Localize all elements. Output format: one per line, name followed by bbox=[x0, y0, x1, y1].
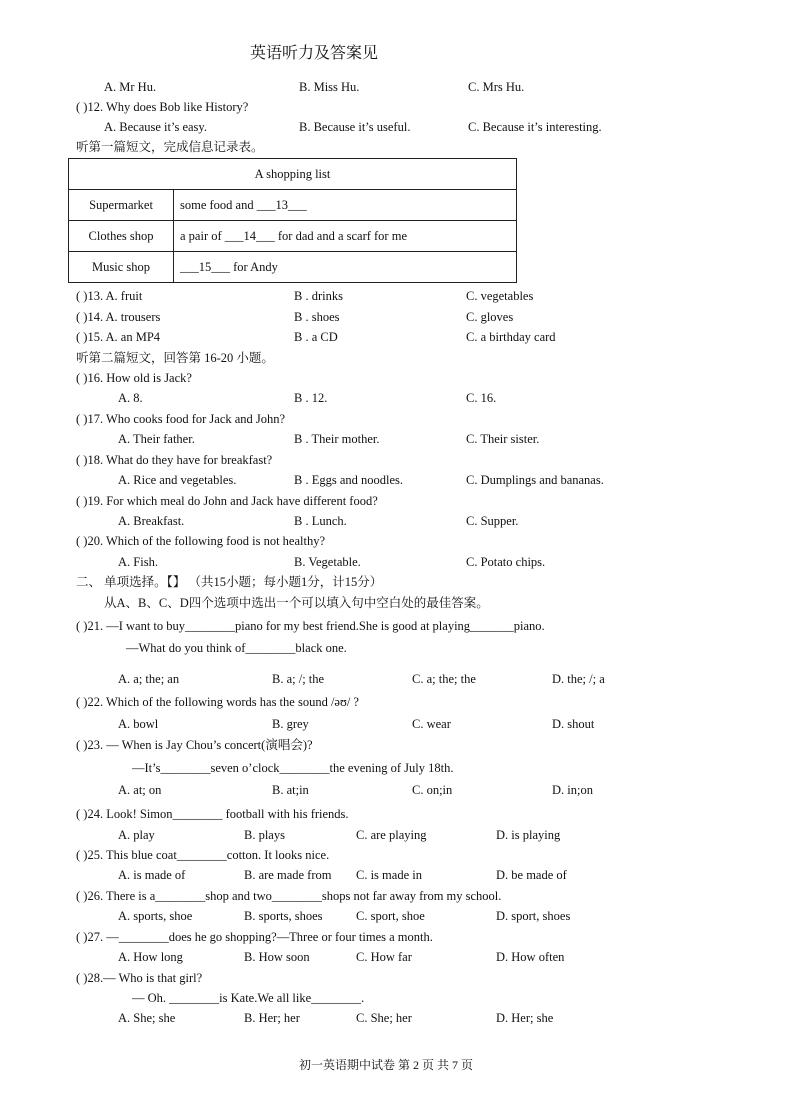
section2-instruction: 从A、B、C、D四个选项中选出一个可以填入句中空白处的最佳答案。 bbox=[104, 596, 489, 610]
q18-option-c: C. Dumplings and bananas. bbox=[466, 473, 604, 487]
q18-option-a: A. Rice and vegetables. bbox=[118, 473, 237, 487]
q28-option-c: C. She; her bbox=[356, 1011, 412, 1025]
q25-stem: ( )25. This blue coat________cotton. It looks nice. bbox=[76, 848, 330, 862]
table-cell-place: Music shop bbox=[69, 252, 174, 283]
q22-option-c: C. wear bbox=[412, 717, 451, 731]
q19-option-b: B . Lunch. bbox=[294, 514, 347, 528]
q17-stem: ( )17. Who cooks food for Jack and John? bbox=[76, 412, 286, 426]
shopping-list-table bbox=[68, 158, 517, 283]
section2-heading: 二、 单项选择。【】 （共15小题；每小题1分，计15分） bbox=[76, 575, 383, 589]
table-cell-item: a pair of ___14___ for dad and a scarf for me bbox=[174, 221, 517, 252]
q28-option-a: A. She; she bbox=[118, 1011, 176, 1025]
q17-option-a: A. Their father. bbox=[118, 432, 195, 446]
q21-option-a: A. a; the; an bbox=[118, 672, 180, 686]
q12-option-a: A. Because it’s easy. bbox=[104, 120, 207, 134]
q19-stem: ( )19. For which meal do John and Jack have different food? bbox=[76, 494, 378, 508]
table-cell-place: Supermarket bbox=[69, 190, 174, 221]
q16-option-b: B . 12. bbox=[294, 391, 328, 405]
q11-option-c: C. Mrs Hu. bbox=[468, 80, 525, 94]
q21-line2: —What do you think of________black one. bbox=[126, 641, 347, 655]
q24-option-a: A. play bbox=[118, 828, 155, 842]
q28-line1: ( )28.— Who is that girl? bbox=[76, 971, 203, 985]
q26-option-a: A. sports, shoe bbox=[118, 909, 193, 923]
q27-option-b: B. How soon bbox=[244, 950, 310, 964]
table-row bbox=[69, 221, 517, 252]
q18-option-b: B . Eggs and noodles. bbox=[294, 473, 404, 487]
q25-option-c: C. is made in bbox=[356, 868, 422, 882]
q23-option-d: D. in;on bbox=[552, 783, 593, 797]
q27-stem: ( )27. —________does he go shopping?—Three or four times a month. bbox=[76, 930, 433, 944]
q23-option-c: C. on;in bbox=[412, 783, 453, 797]
q20-option-b: B. Vegetable. bbox=[294, 555, 361, 569]
q22-option-a: A. bowl bbox=[118, 717, 159, 731]
q14-option-c: C. gloves bbox=[466, 310, 514, 324]
q17-option-b: B . Their mother. bbox=[294, 432, 380, 446]
q24-option-d: D. is playing bbox=[496, 828, 561, 842]
q13-option-c: C. vegetables bbox=[466, 289, 534, 303]
q26-option-b: B. sports, shoes bbox=[244, 909, 323, 923]
q27-option-d: D. How often bbox=[496, 950, 565, 964]
q15-stem: ( )15. A. an MP4 bbox=[76, 330, 161, 344]
q24-option-b: B. plays bbox=[244, 828, 285, 842]
q25-option-d: D. be made of bbox=[496, 868, 567, 882]
q22-option-d: D. shout bbox=[552, 717, 595, 731]
page-footer: 初一英语期中试卷 第 2 页 共 7 页 bbox=[299, 1058, 474, 1072]
q19-option-c: C. Supper. bbox=[466, 514, 519, 528]
q12-stem: ( )12. Why does Bob like History? bbox=[76, 100, 249, 114]
q26-stem: ( )26. There is a________shop and two________shops not far away from my school. bbox=[76, 889, 502, 903]
q24-stem: ( )24. Look! Simon________ football with his friends. bbox=[76, 807, 349, 821]
q16-stem: ( )16. How old is Jack? bbox=[76, 371, 192, 385]
q27-option-c: C. How far bbox=[356, 950, 412, 964]
section-passage2-heading: 听第二篇短文，回答第 16-20 小题。 bbox=[76, 351, 274, 365]
q23-line1: ( )23. — When is Jay Chou’s concert(演唱会)? bbox=[76, 738, 313, 752]
q12-option-b: B. Because it’s useful. bbox=[299, 120, 411, 134]
q23-line2: —It’s________seven o’clock________the evening of July 18th. bbox=[132, 761, 454, 775]
q15-option-b: B . a CD bbox=[294, 330, 338, 344]
table-row bbox=[69, 190, 517, 221]
table-cell-item: some food and ___13___ bbox=[174, 190, 517, 221]
q17-option-c: C. Their sister. bbox=[466, 432, 540, 446]
q14-stem: ( )14. A. trousers bbox=[76, 310, 161, 324]
table-cell-place: Clothes shop bbox=[69, 221, 174, 252]
q21-option-d: D. the; /; a bbox=[552, 672, 605, 686]
q26-option-c: C. sport, shoe bbox=[356, 909, 425, 923]
q20-stem: ( )20. Which of the following food is not healthy? bbox=[76, 534, 326, 548]
q23-option-b: B. at;in bbox=[272, 783, 309, 797]
q22-option-b: B. grey bbox=[272, 717, 309, 731]
q18-stem: ( )18. What do they have for breakfast? bbox=[76, 453, 273, 467]
q20-option-c: C. Potato chips. bbox=[466, 555, 546, 569]
q25-option-a: A. is made of bbox=[118, 868, 186, 882]
q13-stem: ( )13. A. fruit bbox=[76, 289, 143, 303]
q16-option-a: A. 8. bbox=[118, 391, 143, 405]
q11-option-b: B. Miss Hu. bbox=[299, 80, 360, 94]
section-passage1-heading: 听第一篇短文，完成信息记录表。 bbox=[76, 140, 264, 154]
q28-line2: — Oh. ________is Kate.We all like________. bbox=[132, 991, 365, 1005]
q16-option-c: C. 16. bbox=[466, 391, 497, 405]
q23-option-a: A. at; on bbox=[118, 783, 162, 797]
page-title: 英语听力及答案见 bbox=[250, 45, 379, 62]
q20-option-a: A. Fish. bbox=[118, 555, 158, 569]
q13-option-b: B . drinks bbox=[294, 289, 343, 303]
shopping-list-title: A shopping list bbox=[69, 159, 517, 190]
q28-option-d: D. Her; she bbox=[496, 1011, 554, 1025]
q28-option-b: B. Her; her bbox=[244, 1011, 300, 1025]
q19-option-a: A. Breakfast. bbox=[118, 514, 185, 528]
q14-option-b: B . shoes bbox=[294, 310, 340, 324]
q12-option-c: C. Because it’s interesting. bbox=[468, 120, 602, 134]
q21-line1: ( )21. —I want to buy________piano for my best friend.She is good at playing_______piano. bbox=[76, 619, 545, 633]
q21-option-b: B. a; /; the bbox=[272, 672, 325, 686]
q21-option-c: C. a; the; the bbox=[412, 672, 476, 686]
q25-option-b: B. are made from bbox=[244, 868, 332, 882]
q26-option-d: D. sport, shoes bbox=[496, 909, 571, 923]
table-row bbox=[69, 252, 517, 283]
q22-stem: ( )22. Which of the following words has the sound /əʊ/ ? bbox=[76, 695, 359, 709]
q24-option-c: C. are playing bbox=[356, 828, 427, 842]
table-cell-item: ___15___ for Andy bbox=[174, 252, 517, 283]
q15-option-c: C. a birthday card bbox=[466, 330, 556, 344]
q11-option-a: A. Mr Hu. bbox=[104, 80, 157, 94]
q27-option-a: A. How long bbox=[118, 950, 183, 964]
